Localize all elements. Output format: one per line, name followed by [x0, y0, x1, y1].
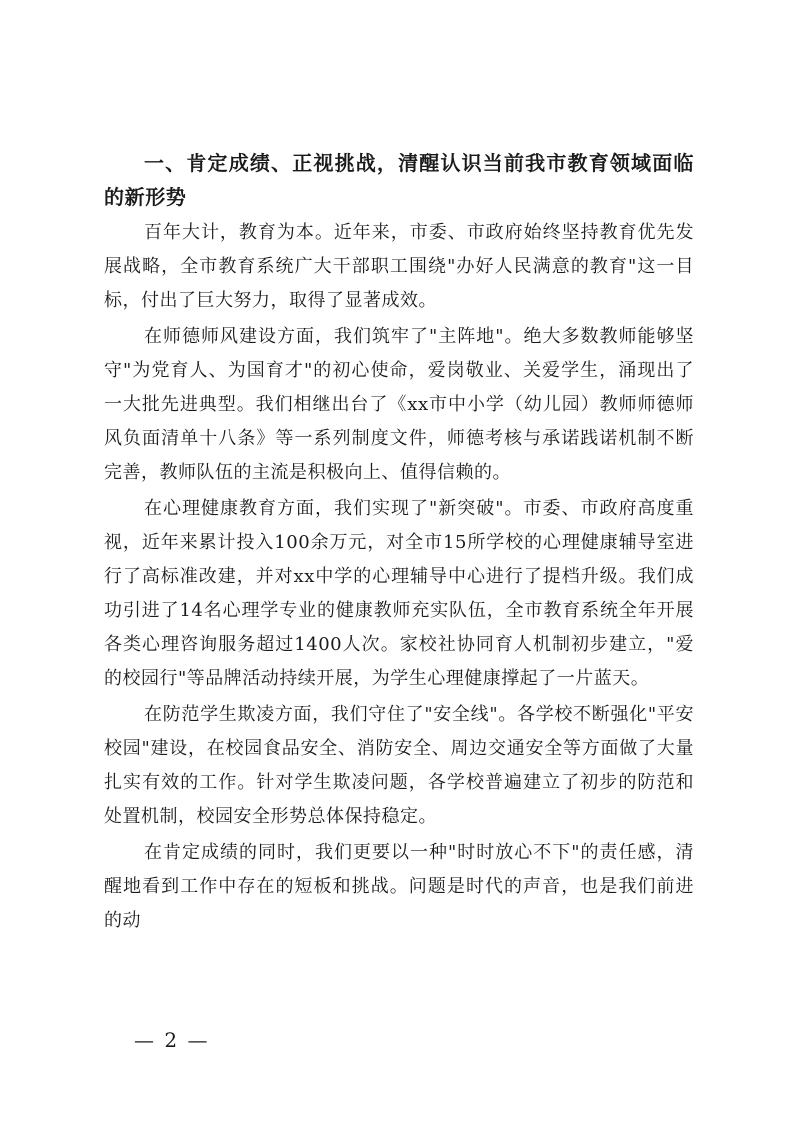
paragraph-mental-health: 在心理健康教育方面，我们实现了"新突破"。市委、市政府高度重视，近年来累计投入100余万元，对全市15所学校的心理健康辅导室进行了高标准改建，并对xx中学的心理辅导中心进行了提档升级。我们成功引进了14名心理学专业的健康教师充实队伍，全市教育系统全年开展各类心理咨询服务超过1400人次。家校社协同育人机制初步建立，"爱的校园行"等品牌活动持续开展，为学生心理健康撑起了一片蓝天。 — [104, 498, 694, 689]
document-body — [104, 146, 694, 938]
section-heading: 一、肯定成绩、正视挑战，清醒认识当前我市教育领域面临的新形势 — [104, 151, 694, 209]
paragraph-anti-bullying: 在防范学生欺凌方面，我们守住了"安全线"。各学校不断强化"平安校园"建设，在校园食品安全、消防安全、周边交通安全等方面做了大量扎实有效的工作。针对学生欺凌问题，各学校普遍建立了初步的防范和处置机制，校园安全形势总体保持稳定。 — [104, 704, 694, 827]
paragraph-challenges: 在肯定成绩的同时，我们更要以一种"时时放心不下"的责任感，清醒地看到工作中存在的短板和挑战。问题是时代的声音，也是我们前进的动 — [104, 842, 694, 931]
page-number: — 2 — — [134, 1028, 210, 1052]
paragraph-intro: 百年大计，教育为本。近年来，市委、市政府始终坚持教育优先发展战略，全市教育系统广大干部职工围绕"办好人民满意的教育"这一目标，付出了巨大努力，取得了显著成效。 — [104, 222, 694, 311]
paragraph-teacher-ethics: 在师德师风建设方面，我们筑牢了"主阵地"。绝大多数教师能够坚守"为党育人、为国育才"的初心使命，爱岗敬业、关爱学生，涌现出了一大批先进典型。我们相继出台了《xx市中小学（幼儿园）教师师德师风负面清单十八条》等一系列制度文件，师德考核与承诺践诺机制不断完善，教师队伍的主流是积极向上、值得信赖的。 — [104, 326, 694, 483]
